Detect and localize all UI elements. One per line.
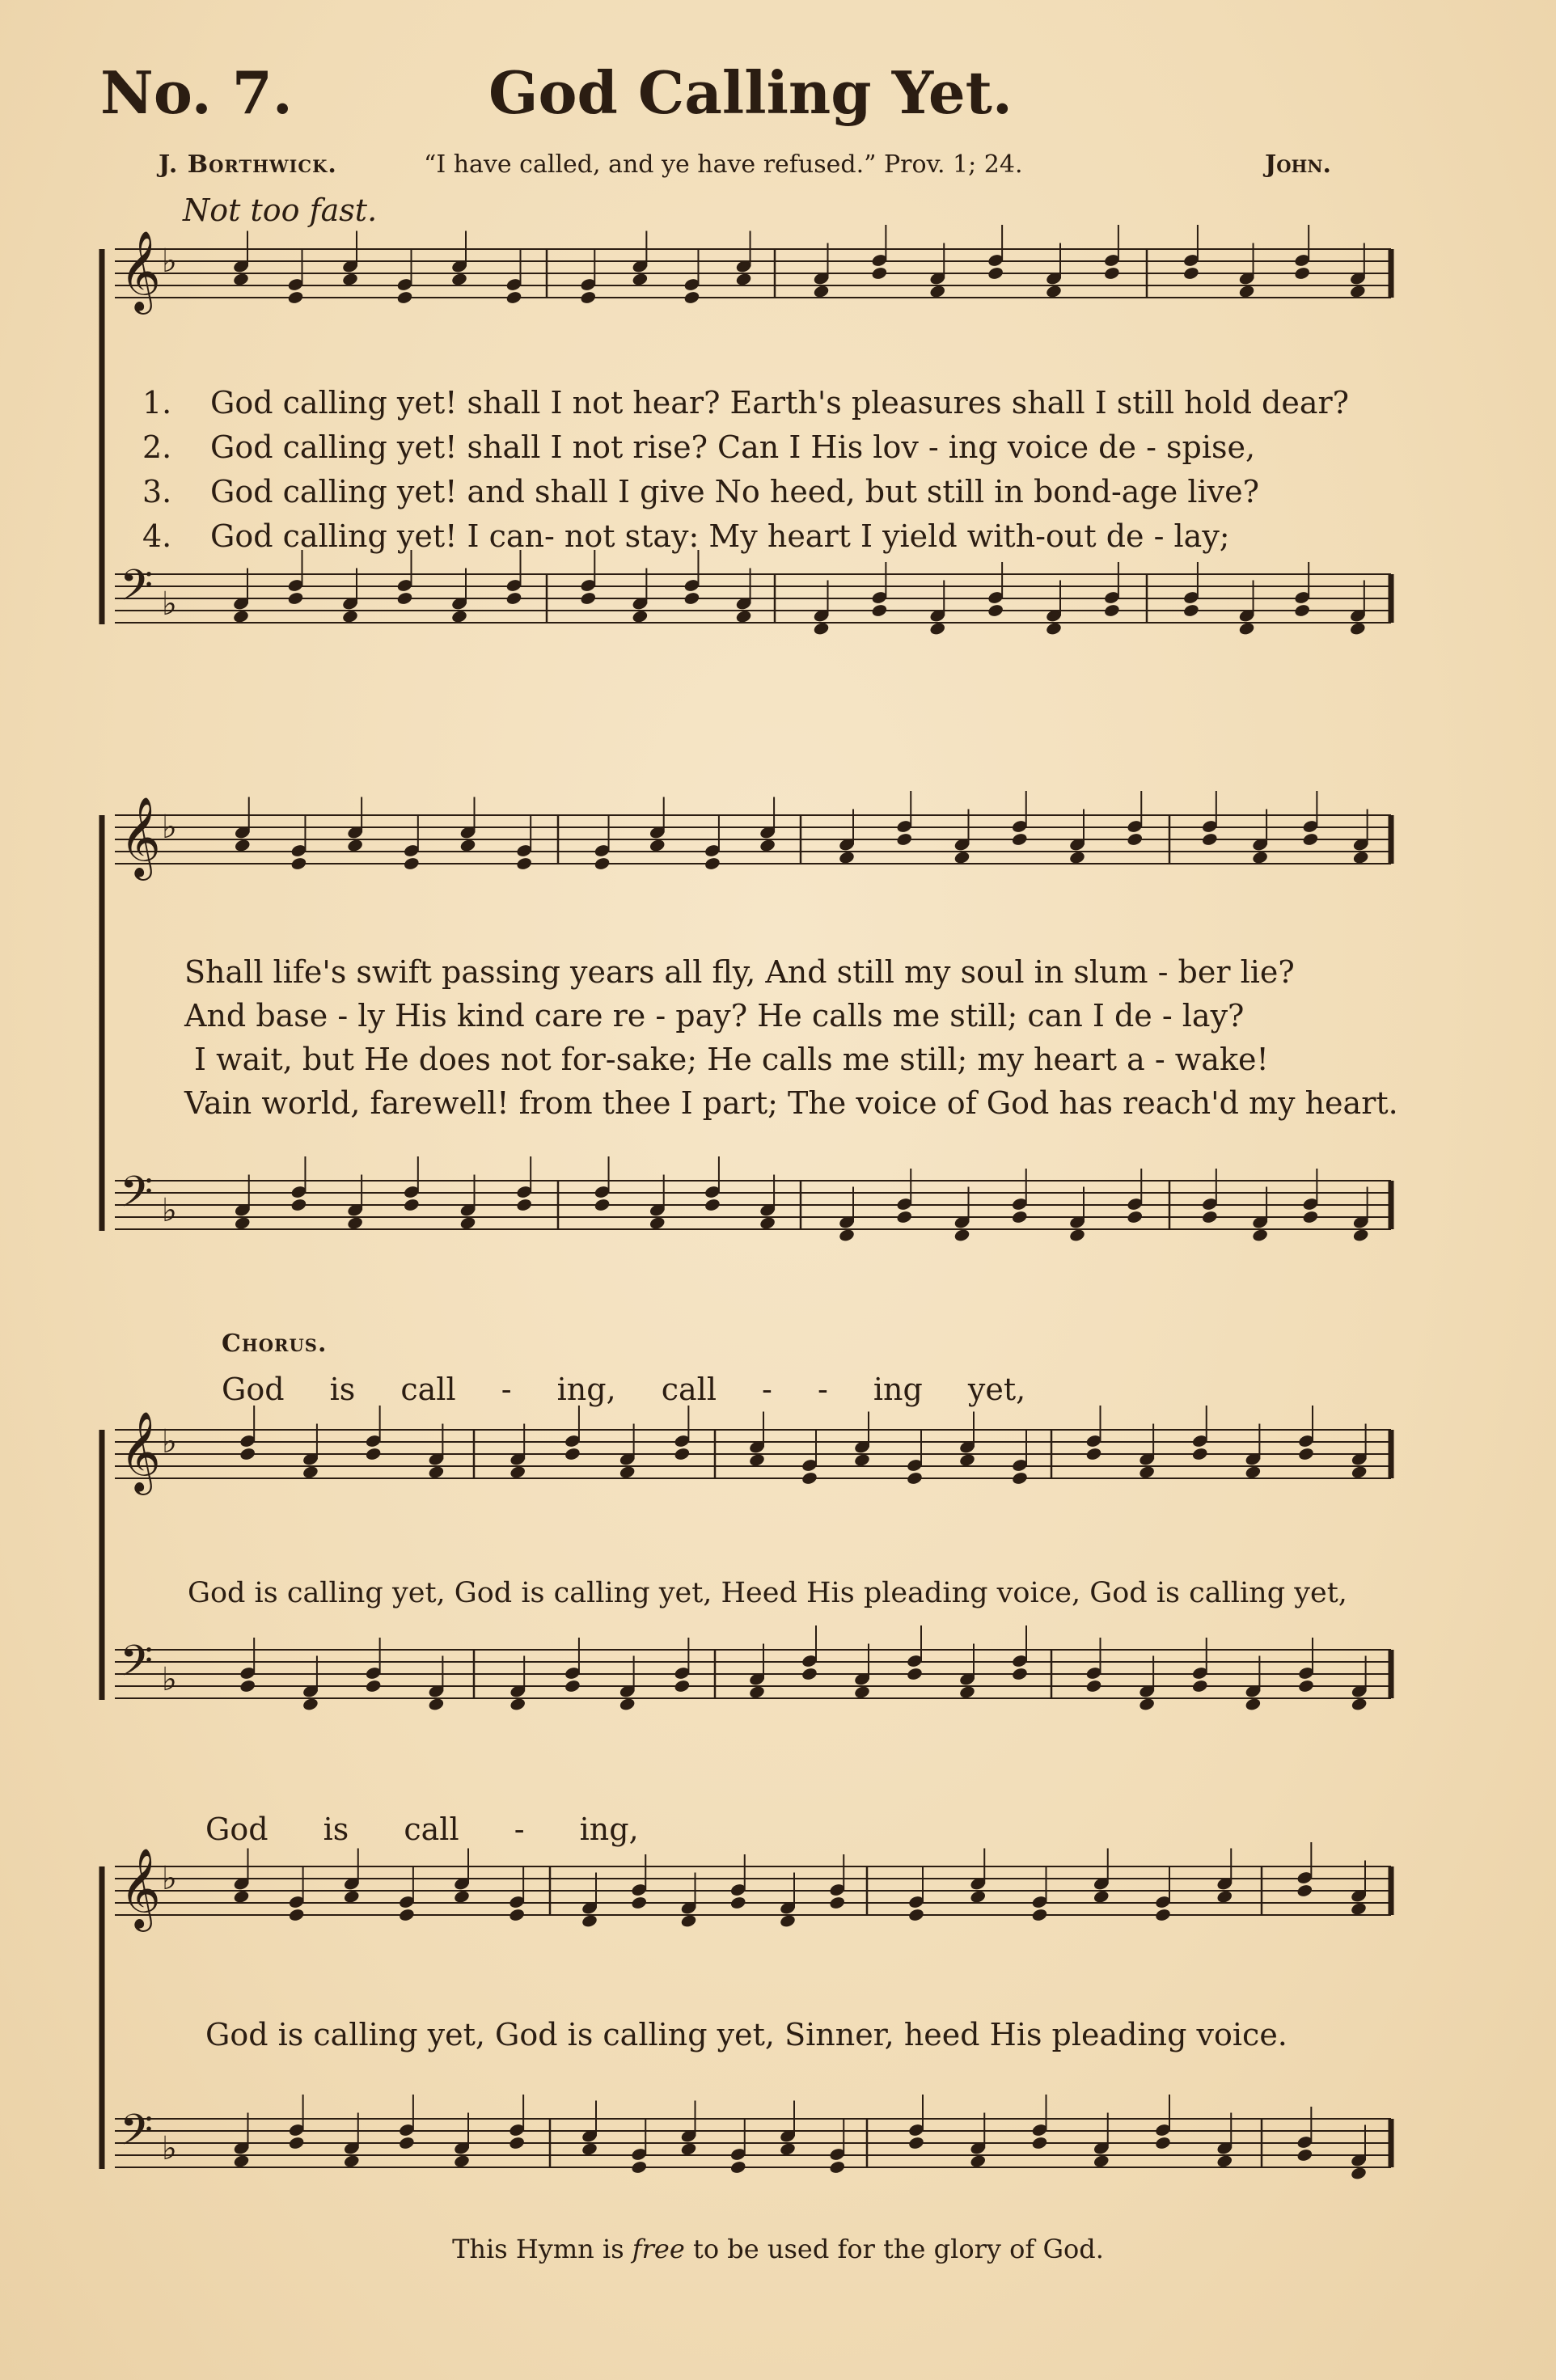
footer-text-after: to be used for the glory of God. [684,2234,1104,2264]
bass-staff [115,2095,1391,2181]
note-head [516,1198,533,1212]
note-head [907,1908,924,1922]
verse-text: God calling yet! and shall I give No heed, but still in bond-age live? [210,474,1259,509]
note-head [1201,1210,1218,1224]
note-head [581,1913,598,1928]
note-head [505,290,522,305]
note-head [680,2141,697,2156]
note-head [1297,1679,1314,1693]
note-head [1031,1908,1048,1922]
note-head [958,1685,975,1699]
treble-staff [115,1842,1391,1932]
note-head [1068,850,1085,864]
chorus-lower-lyric-1: God is calling yet, God is calling yet, Heed His pleading voice, God is calling yet, [188,1577,1347,1609]
note-head [1093,2154,1110,2168]
verse-text: God calling yet! shall I not hear? Earth's pleasures shall I still hold dear? [210,385,1350,421]
note-head [396,591,413,606]
note-head [1294,603,1311,618]
note-head [1031,2136,1048,2150]
note-head [510,1465,526,1479]
note-head [428,1465,445,1479]
note-head [232,272,249,286]
note-head [365,1447,382,1461]
note-head [906,1667,923,1681]
note-head [508,2136,525,2150]
note-head [853,1452,870,1467]
note-head [564,1447,581,1461]
note-head [953,1228,970,1242]
note-head [239,1447,256,1461]
note-head [1352,1228,1369,1242]
note-head [1191,1679,1208,1693]
note-head [813,284,830,298]
note-head [1245,1465,1262,1479]
bass-clef-icon: 𝄢 [120,561,154,621]
verse-number: 3. [142,474,172,509]
note-head [1045,621,1062,636]
note-head [829,1896,846,1910]
note-head [1182,603,1199,618]
note-head [403,856,420,871]
chorus-lower-lyric-2: God is calling yet, God is calling yet, Sinner, heed His pleading voice. [205,2017,1288,2052]
note-head [1085,1447,1102,1461]
note-head [1093,1889,1110,1904]
note-head [1045,284,1062,298]
note-head [346,1215,363,1230]
verse-text: God calling yet! shall I not rise? Can I His lov - ing voice de - spise, [210,429,1256,465]
note-head [1068,1228,1085,1242]
note-head [1182,266,1199,281]
bass-staff [115,1625,1391,1712]
note-head [1138,1697,1155,1711]
note-head [649,838,666,852]
bass-clef-icon: 𝄢 [120,1168,154,1228]
composer-credit: John. [1265,150,1331,179]
note-head [735,272,752,286]
hymn-number: No. 7. [100,58,293,127]
verse-number: 4. [142,518,172,554]
note-head [508,1908,525,1922]
note-head [829,2160,846,2175]
footer-emphasis: free [632,2234,685,2264]
note-head [729,1896,746,1910]
note-head [1302,1210,1319,1224]
note-head [729,2160,746,2175]
note-head [1245,1697,1262,1711]
note-head [871,266,888,281]
note-head [403,1198,420,1212]
note-head [290,1198,307,1212]
note-head [1103,603,1120,618]
note-head [343,2154,360,2168]
note-head [1294,266,1311,281]
note-head [1351,1465,1368,1479]
note-head [632,609,649,624]
note-head [346,838,363,852]
note-head [759,1215,776,1230]
note-head [970,1889,987,1904]
hymn-title: God Calling Yet. [488,58,1013,127]
note-head [896,1210,913,1224]
note-head [838,1228,855,1242]
note-head [1138,1465,1155,1479]
verse-2-line-2: And base - ly His kind care re - pay? He calls me still; can I de - lay? [184,998,1245,1034]
note-head [232,609,249,624]
treble-staff [115,1406,1391,1495]
note-head [428,1697,445,1711]
note-head [1350,1901,1367,1916]
note-head [396,290,413,305]
note-head [735,609,752,624]
note-head [987,266,1004,281]
note-head [288,2136,305,2150]
note-head [1349,284,1366,298]
note-head [704,1198,721,1212]
note-head [649,1215,666,1230]
note-head [871,603,888,618]
note-head [680,1913,697,1928]
note-head [1302,832,1319,847]
note-head [510,1697,526,1711]
scripture-reference: “I have called, and ye have refused.” Prov. 1; 24. [424,150,1023,179]
note-head [801,1471,818,1486]
treble-clef-icon: 𝄞 [120,1848,161,1929]
flat-icon: ♭ [162,809,177,846]
bass-clef-icon: 𝄢 [120,2106,154,2166]
note-head [1352,850,1369,864]
note-head [516,856,533,871]
note-head [1238,284,1255,298]
flat-icon: ♭ [162,2130,177,2167]
note-head [619,1697,636,1711]
note-head [287,290,304,305]
note-head [1238,621,1255,636]
note-head [1216,1889,1233,1904]
note-head [1350,2166,1367,2180]
note-head [1251,1228,1268,1242]
verse-4-line-1 [142,518,1230,554]
note-head [343,1889,360,1904]
note-head [1201,832,1218,847]
flat-icon: ♭ [162,1192,177,1229]
chorus-upper-lyric-2: God is call - ing, [205,1811,639,1847]
note-head [302,1697,319,1711]
music-system-2 [0,797,1556,1270]
note-head [619,1465,636,1479]
note-head [1011,1210,1028,1224]
note-head [287,591,304,606]
note-head [1154,1908,1171,1922]
note-head [450,609,467,624]
verse-4-line-2: Vain world, farewell! from thee I part; The voice of God has reach'd my heart. [184,1085,1398,1121]
note-head [907,2136,924,2150]
note-head [704,856,721,871]
note-head [505,591,522,606]
chorus-upper-lyric-1: God is call - ing, call - - ing yet, [222,1372,1026,1407]
note-head [564,1679,581,1693]
note-head [302,1465,319,1479]
note-head [1296,2148,1313,2162]
verse-1-line-2: Shall life's swift passing years all fly, And still my soul in slum - ber lie? [184,954,1295,990]
note-head [674,1447,691,1461]
note-head [748,1685,765,1699]
note-head [580,290,597,305]
treble-clef-icon: 𝄞 [120,230,161,311]
note-head [632,272,649,286]
treble-clef-icon: 𝄞 [120,797,161,877]
note-head [759,838,776,852]
note-head [1085,1679,1102,1693]
verse-number: 2. [142,429,172,465]
note-head [1127,832,1144,847]
bass-clef-icon: 𝄢 [120,1637,154,1697]
chorus-label: Chorus. [222,1330,328,1358]
note-head [674,1679,691,1693]
flat-icon: ♭ [162,1423,177,1461]
note-head [398,1908,415,1922]
bass-staff [115,550,1391,636]
note-head [958,1452,975,1467]
note-head [631,2160,648,2175]
note-head [929,284,946,298]
note-head [1191,1447,1208,1461]
note-head [288,1908,305,1922]
note-head [341,272,358,286]
note-head [581,2141,598,2156]
note-head [453,2154,470,2168]
note-head [906,1471,923,1486]
note-head [683,591,700,606]
author-credit: J. Borthwick. [159,150,337,179]
note-head [748,1452,765,1467]
note-head [290,856,307,871]
note-head [1011,832,1028,847]
note-head [234,838,251,852]
verse-2-line-1 [142,429,1255,465]
note-head [1011,1667,1028,1681]
note-head [929,621,946,636]
verse-3-line-2: I wait, but He does not for-sake; He calls me still; my heart a - wake! [194,1042,1269,1077]
note-head [341,609,358,624]
note-head [398,2136,415,2150]
note-head [234,1215,251,1230]
note-head [779,2141,796,2156]
treble-staff [115,791,1391,881]
note-head [1296,1883,1313,1898]
note-head [779,1913,796,1928]
flat-icon: ♭ [162,1860,177,1897]
note-head [683,290,700,305]
note-head [365,1679,382,1693]
note-head [953,850,970,864]
note-head [580,591,597,606]
note-head [1351,1697,1368,1711]
note-head [801,1667,818,1681]
note-head [853,1685,870,1699]
verse-1-line-1 [142,385,1349,421]
treble-staff [115,225,1391,315]
verse-3-line-1 [142,474,1259,509]
footer-note [0,2234,1556,2264]
verse-text: God calling yet! I can- not stay: My heart I yield with-out de - lay; [210,518,1230,554]
note-head [987,603,1004,618]
flat-icon: ♭ [162,1661,177,1698]
note-head [631,1896,648,1910]
treble-clef-icon: 𝄞 [120,1411,161,1492]
note-head [1103,266,1120,281]
bass-staff [115,1156,1391,1243]
note-head [233,2154,250,2168]
note-head [459,1215,476,1230]
note-head [1251,850,1268,864]
note-head [239,1679,256,1693]
note-head [1349,621,1366,636]
note-head [1154,2136,1171,2150]
note-head [1297,1447,1314,1461]
verse-number: 1. [142,385,172,421]
flat-icon: ♭ [162,243,177,280]
note-head [594,1198,611,1212]
music-system-1 [0,230,1556,704]
flat-icon: ♭ [162,585,177,623]
note-head [813,621,830,636]
note-head [1216,2154,1233,2168]
tempo-marking: Not too fast. [183,192,378,228]
note-head [838,850,855,864]
note-head [459,838,476,852]
note-head [594,856,611,871]
note-head [233,1889,250,1904]
note-head [896,832,913,847]
note-head [453,1889,470,1904]
note-head [1011,1471,1028,1486]
note-head [450,272,467,286]
note-head [1127,1210,1144,1224]
note-head [970,2154,987,2168]
footer-text-before: This Hymn is [452,2234,632,2264]
